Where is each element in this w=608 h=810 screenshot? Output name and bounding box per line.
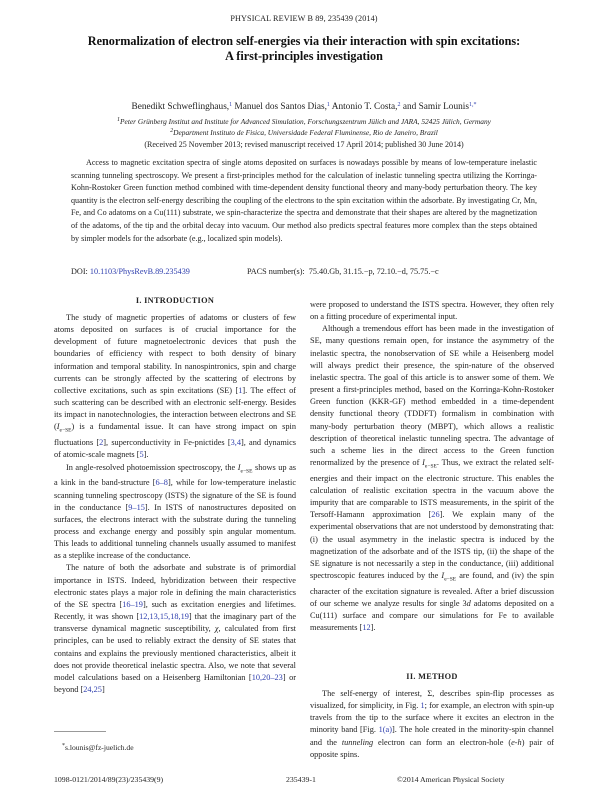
citation-link[interactable]: 12 — [362, 623, 371, 633]
text: ) pair of opposite spins. — [310, 737, 554, 759]
paper-title — [0, 34, 608, 64]
affiliation-2 — [0, 128, 608, 137]
text: ) is a fundamental issue. It can have strong impact on spin fluctuations [ — [54, 422, 296, 448]
affiliation-number: 1 — [117, 117, 121, 123]
subscript: e−SE — [444, 576, 457, 583]
footnote-divider — [54, 731, 106, 732]
text: ]. — [143, 450, 149, 460]
doi-label: DOI: — [71, 267, 88, 276]
section-heading-introduction: I. INTRODUCTION — [135, 296, 215, 305]
citation-link[interactable]: 3,4 — [230, 438, 241, 448]
intro-paragraph-4 — [310, 323, 554, 634]
text: The nature of both the adsorbate and substrate is of primordial importance in ISTS. Indeed, hybridization between their respective electronic states plays a major role in defining the main characteristics of the SE spectra [ — [54, 563, 296, 609]
abstract: Access to magnetic excitation spectra of single atoms deposited on surfaces is nowadays possible by means of low-temperature inelastic scanning tunneling spectroscopy. We present a first-principles method for the calculation of inelastic tunneling spectra utilizing the Korringa-Kohn-Rostoker Green function method combined with time-dependent density functional theory and many-body perturbation theory. The key quantity is the electron self-energy describing the coupling of the electrons to the spin excitation within the adsorbate. By investigating Cr, Mn, Fe, and Co adatoms on a Cu(111) substrate, we spin-characterize the spectra and demonstrate that their shapes are altered by the magnetization of the adatoms, of the tip and the orbital decay into vacuum. Our method also predicts spectral features more complex than the steps obtained by simpler models for the adsorbate (e.g., localized spin models). — [71, 158, 537, 243]
emphasis: tunneling — [341, 737, 374, 747]
left-column — [54, 312, 296, 696]
footnote-mark: * — [62, 743, 65, 749]
affiliation-link[interactable]: 1,* — [468, 102, 477, 108]
affiliation-link[interactable]: 1 — [326, 102, 330, 108]
footnote-email[interactable]: s.lounis@fz-juelich.de — [65, 743, 134, 752]
affiliation-number: 2 — [170, 128, 174, 134]
footer-copyright: ©2014 American Physical Society — [397, 775, 505, 784]
subscript: e−SE — [240, 468, 253, 475]
citation-link[interactable]: 26 — [431, 510, 440, 520]
text: ; for example, an electron with spin-up travels from the tip to the surface where it excites an electron in the minority band [Fig. — [310, 701, 554, 735]
citation-link[interactable]: 24,25 — [83, 685, 102, 694]
affiliation-link[interactable]: 2 — [397, 102, 401, 108]
symbol: I — [441, 571, 445, 581]
title-line-2: A first-principles investigation — [225, 49, 383, 63]
text: ] or beyond [ — [54, 672, 296, 694]
symbol: χ — [214, 624, 219, 634]
footer-page-number: 235439-1 — [286, 775, 316, 784]
text: Although a tremendous effort has been made in the investigation of SE, many questions remain open, for instance the asymmetry of the inelastic spectra, the nonobservation of SE while a Heisenberg model will always predict their presence, the spin-nature of the observed inelastic spectra. The goal of this article is to answer some of them. We present a first-principles method, based on the Korringa-Kohn-Rostoker Green function (KKR-GF) method embedded in a time-dependent density functional theory (TDDFT) formalism in combination with many-body perturbation theory (MBPT), which allows a realistic description of theoretical inelastic tunneling spectra. The advantage of such a scheme lies in the direct access to the Green function renormalized by the presence of — [310, 324, 554, 468]
citation-link[interactable]: 16–19 — [122, 599, 143, 609]
citation-link[interactable]: 9–15 — [128, 502, 145, 512]
affiliation-1 — [0, 117, 608, 126]
text: ], such as excitation energies and lifetimes. Recently, it was shown [ — [54, 599, 296, 622]
text: ], and dynamics of atomic-scale magnets [ — [54, 438, 296, 460]
subscript: e−SE — [59, 428, 72, 435]
author-name: Manuel dos Santos Dias, — [234, 102, 327, 112]
subscript: e−SE — [424, 463, 437, 470]
text: , calculated from first principles, can be used to reliably extract the density of SE states that contains and explains the previously mentioned characteristics, albeit it does not provide theoretical inelastic spectra. Also, we note that several model calculations based on a Heisenberg Hamiltonian [ — [54, 624, 296, 682]
affiliation-text: Peter Grünberg Institut and Institute for Advanced Simulation, Forschungszentrum Jülich and JARA, 52425 Jülich, Germany — [120, 117, 491, 126]
symbol: e-h — [511, 737, 522, 747]
text: ] that the imaginary part of the transverse dynamical magnetic susceptibility, — [54, 612, 297, 634]
text: ], superconductivity in Fe-pnictides [ — [103, 438, 231, 448]
symbol: d — [466, 599, 471, 609]
intro-paragraph-1 — [54, 312, 296, 462]
figure-link[interactable]: 1 — [420, 701, 425, 711]
author-list — [0, 102, 608, 112]
method-paragraph-1 — [310, 688, 554, 761]
doi-line — [71, 267, 190, 276]
text: . Thus, we extract the related self-energies and their impact on the electronic structure. This enables the calculation of realistic excitation spectra in the vacuum above the impurity that are comparable to ISTS measurements, in the spirit of the Tersoff-Hamann approximation [ — [310, 458, 555, 520]
text: ] — [101, 685, 105, 694]
text: ], while for low-temperature inelastic scanning tunneling spectroscopy (ISTS) the signature of the SE is found in the conductance [ — [54, 478, 296, 512]
text: shows up as a kink in the band-structure [ — [54, 462, 296, 488]
citation-link[interactable]: 1 — [238, 385, 243, 395]
citation-link[interactable]: 10,20–23 — [251, 672, 283, 682]
symbol: I — [56, 422, 60, 432]
right-column — [310, 299, 554, 635]
author-name: Benedikt Schweflinghaus, — [131, 102, 230, 112]
text: electron can form an electron-hole ( — [373, 737, 512, 747]
citation-link[interactable]: 2 — [99, 438, 104, 448]
footnote — [62, 743, 134, 752]
title-line-1: Renormalization of electron self-energies via their interaction with spin excitations: — [87, 34, 521, 48]
received-dates: (Received 25 November 2013; revised manuscript received 17 April 2014; published 30 June 2014) — [144, 140, 464, 149]
text: ]. — [370, 623, 376, 633]
text: The study of magnetic properties of adatoms or clusters of few atoms deposited on surfaces is of crucial importance for the development of future magnetoelectronic devices that push the boundaries of efficiency with respect to both density of binary information and temporal stability. In nanospintronics, spin and charge currents can be strongly affected by the scattering of electrons by collective excitations, such as spin excitations (SE) [ — [54, 313, 296, 395]
text: are found, and (iv) the spin character of the excitation signature is revealed. After a brief discussion of our scheme we analyze results for single 3 — [310, 571, 555, 609]
section-heading-method: II. METHOD — [406, 672, 458, 681]
symbol: I — [237, 462, 241, 472]
citation-link[interactable]: 5 — [139, 450, 144, 460]
citation-link[interactable]: 6–8 — [155, 478, 168, 488]
intro-paragraph-3 — [54, 562, 296, 696]
text: In angle-resolved photoemission spectroscopy, the — [66, 462, 238, 472]
doi-link[interactable]: 10.1103/PhysRevB.89.235439 — [89, 267, 190, 276]
author-name: and Samir Lounis — [402, 102, 469, 112]
text: ]. The effect of such scattering can be described with an electronic self-energy. Besides its impact in nanotechnologies, the interaction between electrons and SE ( — [54, 385, 296, 432]
intro-paragraph-2 — [54, 462, 296, 563]
author-name: Antonio T. Costa, — [331, 102, 398, 112]
figure-link[interactable]: 1(a) — [378, 725, 392, 735]
text: adatoms deposited on a Cu(111) surface and compare our simulations for Fe to available measurements [ — [310, 599, 554, 633]
pacs-value: 75.40.Gb, 31.15.−p, 72.10.−d, 75.75.−c — [308, 267, 439, 276]
journal-header: PHYSICAL REVIEW B 89, 235439 (2014) — [230, 14, 378, 23]
affiliation-text: Department Instituto de Fisica, Universidade Federal Fluminense, Rio de Janeiro, Brazil — [173, 128, 438, 137]
pacs-label: PACS number(s): — [247, 267, 305, 276]
text: The self-energy of interest, Σ, describes spin-flip processes as visualized, for simplicity, in Fig. — [310, 689, 554, 711]
citation-link[interactable]: 12,13,15,18,19 — [139, 612, 189, 622]
footer-issn: 1098-0121/2014/89(23)/235439(9) — [54, 775, 164, 784]
intro-continuation: were proposed to understand the ISTS spectra. However, they often rely on a fitting procedure of experimental input. — [310, 300, 554, 322]
symbol: I — [422, 458, 425, 468]
affiliation-link[interactable]: 1 — [229, 102, 233, 108]
text: ]. The hole created in the minority-spin channel and the — [310, 725, 554, 747]
pacs-line — [247, 267, 439, 276]
text: ]. In ISTS of nanostructures deposited on surfaces, the electrons interact with the substrate during the tunneling process and exchange energy and possibly spin angular momentum. This leads to additional tunneling channels usually assumed to manifest as a steplike increase of the conductance. — [54, 502, 296, 561]
method-column — [310, 688, 554, 761]
text: ]. We explain many of the experimental observations that are not understood by demonstrating that: (i) the usual asymmetry in the inelastic spectra is induced by the magnetization of the adsorbate and of the ISTS tip, (ii) the shape of the SE signature is not necessarily a step in the conductance, (iii) additional spectroscopic features induced by the — [310, 510, 554, 581]
